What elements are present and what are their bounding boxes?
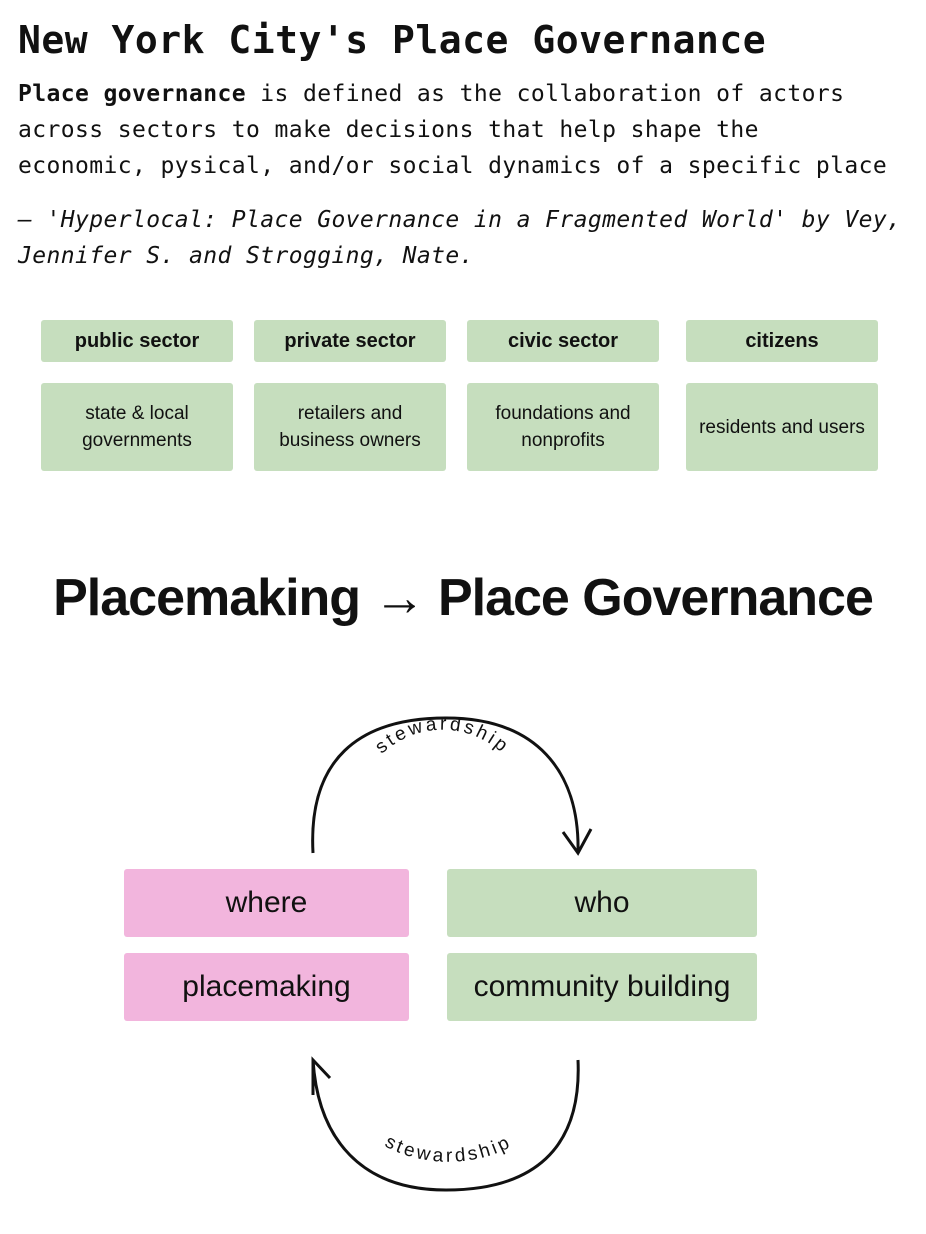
placemaking-box: placemaking [124, 953, 409, 1021]
page-title: New York City's Place Governance [18, 18, 767, 62]
arc-top-label: stewardship [371, 713, 514, 758]
definition-term: Place governance [18, 81, 246, 107]
citation: — 'Hyperlocal: Place Governance in a Fragmented World' by Vey, Jennifer S. and Strogging, Nate. [18, 207, 902, 269]
stewardship-arc-bottom [313, 1060, 578, 1190]
community-building-box: community building [447, 953, 757, 1021]
sector-description-citizens: residents and users [686, 383, 878, 471]
sector-heading-public: public sector [41, 320, 233, 362]
definition-text: is defined as the collaboration of actors across sectors to make decisions that help shape the economic, pysical, and/or social dynamics of a specific place [18, 81, 888, 179]
diagram-title: Placemaking → Place Governance [53, 569, 873, 627]
sector-description-private: retailers and business owners [254, 383, 446, 471]
who-box: who [447, 869, 757, 937]
sector-description-public: state & local governments [41, 383, 233, 471]
sector-heading-private: private sector [254, 320, 446, 362]
stewardship-arc-top [313, 718, 578, 853]
where-box: where [124, 869, 409, 937]
arc-bottom-label: stewardship [381, 1131, 516, 1167]
sector-heading-civic: civic sector [467, 320, 659, 362]
sector-description-civic: foundations and nonprofits [467, 383, 659, 471]
sector-heading-citizens: citizens [686, 320, 878, 362]
